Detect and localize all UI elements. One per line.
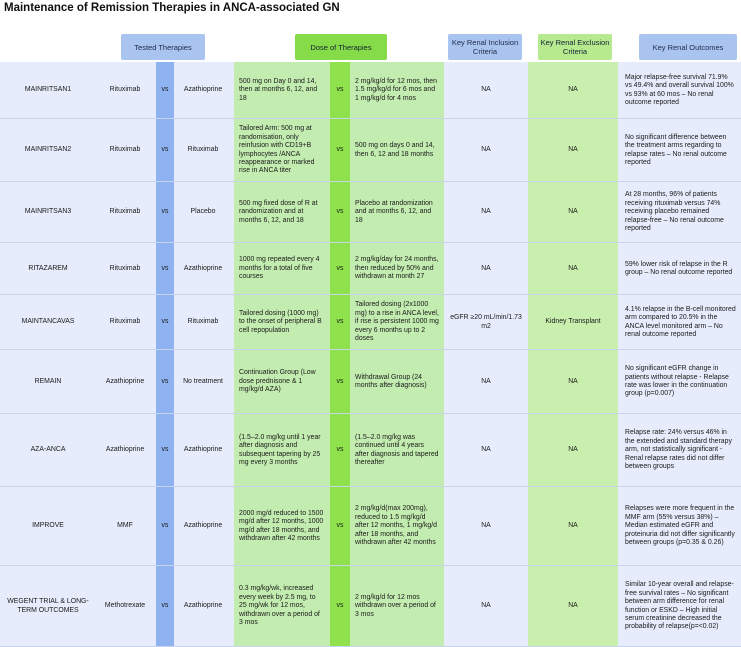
therapy-b: Azathioprine (183, 602, 223, 610)
dose-a: 500 mg on Day 0 and 14, then at months 6, 12, and 18 (234, 62, 330, 119)
therapy-a: MMF (117, 522, 133, 530)
trial-name: WEGENT TRIAL & LONG-TERM OUTCOMES (7, 598, 89, 614)
trial-name: MAINRITSAN1 (24, 86, 72, 94)
vs-label: vs (330, 295, 350, 350)
header-dose-of-therapies: Dose of Therapies (295, 34, 387, 60)
vs-label: vs (156, 62, 174, 119)
therapy-b: Rituximab (187, 318, 219, 326)
exclusion-criteria: NA (528, 350, 618, 414)
inclusion-criteria: NA (481, 264, 491, 272)
therapy-b: Azathioprine (183, 264, 223, 272)
therapy-a: Rituximab (109, 86, 141, 94)
trial-name: MAINTANCAVAS (21, 318, 75, 326)
page-title: Maintenance of Remission Therapies in ANCA-associated GN (4, 2, 340, 14)
trial-name: RITAZAREM (28, 264, 68, 272)
exclusion-criteria: NA (528, 119, 618, 182)
therapy-a: Methotrexate (104, 602, 146, 610)
vs-label: vs (156, 295, 174, 350)
dose-b: Tailored dosing (2x1000 mg) to a rise in ANCA level, if rise is persistent 1000 mg every 6 months up to 2 doses (350, 295, 444, 350)
therapy-a: Azathioprine (105, 377, 145, 385)
inclusion-criteria: NA (481, 208, 491, 216)
header-tested-therapies: Tested Therapies (121, 34, 205, 60)
trial-name: MAINRITSAN3 (24, 208, 72, 216)
dose-b: Withdrawal Group (24 months after diagnosis) (350, 350, 444, 414)
therapy-b: Azathioprine (183, 522, 223, 530)
dose-b: Placebo at randomization and at months 6, 12, and 18 (350, 182, 444, 243)
inclusion-criteria: NA (481, 522, 491, 530)
vs-label: vs (330, 182, 350, 243)
vs-label: vs (330, 62, 350, 119)
inclusion-criteria: NA (481, 446, 491, 454)
exclusion-criteria: NA (528, 182, 618, 243)
header-inclusion-criteria: Key Renal Inclusion Criteria (448, 34, 522, 60)
exclusion-criteria: NA (528, 243, 618, 295)
exclusion-criteria: NA (528, 414, 618, 487)
dose-a: Tailored dosing (1000 mg) to the onset of peripheral B cell repopulation (234, 295, 330, 350)
vs-label: vs (156, 119, 174, 182)
vs-label: vs (156, 182, 174, 243)
trial-name: AZA-ANCA (30, 446, 66, 454)
renal-outcome: Relapse rate: 24% versus 46% in the extended and standard therapy arm, not statistically significant - Renal relapse rates did not differ between groups (625, 429, 732, 471)
renal-outcome: Major relapse-free survival 71.9% vs 49.4% and overall survival 100% vs 93% at 60 mos – No renal outcome reported (625, 73, 734, 106)
exclusion-criteria: NA (528, 566, 618, 647)
renal-outcome: Relapses were more frequent in the MMF arm (55% versus 38%) – Median estimated eGFR and proteinuria did not differ significantly between groups (p=0.35 & 0.26) (625, 505, 735, 547)
header-exclusion-criteria: Key Renal Exclusion Criteria (538, 34, 612, 60)
vs-label: vs (156, 566, 174, 647)
therapy-b: Azathioprine (183, 446, 223, 454)
vs-label: vs (330, 566, 350, 647)
dose-b: 2 mg/kg/day for 24 months, then reduced by 50% and withdrawn at month 27 (350, 243, 444, 295)
dose-a: Tailored Arm: 500 mg at randomisation, only reinfusion with CD19+B lymphocytes /ANCA reappearance or marked rise in ANCA titer (234, 119, 330, 182)
vs-label: vs (330, 119, 350, 182)
dose-a: 1000 mg repeated every 4 months for a total of five courses (234, 243, 330, 295)
renal-outcome: No significant difference between the treatment arms regarding to relapse rates – No renal outcome reported (625, 133, 727, 166)
inclusion-criteria: NA (481, 146, 491, 154)
renal-outcome: Similar 10-year overall and relapse-free survival rates – No significant between arm difference for renal function or ESKD – High initial serum creatinine decreased the probability of relapse(p=<0.02) (625, 581, 734, 631)
therapy-a: Rituximab (109, 264, 141, 272)
dose-a: Continuation Group (Low dose prednisone & 1 mg/kg/d AZA) (234, 350, 330, 414)
therapy-a: Rituximab (109, 208, 141, 216)
therapy-a: Rituximab (109, 318, 141, 326)
renal-outcome: No significant eGFR change in patients without relapse - Relapse rate was lower in the continuation group (p=0.007) (625, 365, 729, 398)
trial-name: IMPROVE (32, 522, 64, 530)
dose-b: (1.5–2.0 mg/kg was continued until 4 years after diagnosis and tapered thereafter (350, 414, 444, 487)
vs-label: vs (156, 243, 174, 295)
therapy-b: Azathioprine (183, 86, 223, 94)
dose-b: 2 mg/kg/d(max 200mg), reduced to 1.5 mg/kg/d after 12 months, 1 mg/kg/d after 18 months, and withdrawn after 42 months (350, 487, 444, 566)
therapy-a: Rituximab (109, 146, 141, 154)
renal-outcome: 4.1% relapse in the B-cell monitored arm compared to 20.5% in the ANCA level monitored arm – No renal outcome reported (625, 305, 736, 338)
therapy-a: Azathioprine (105, 446, 145, 454)
vs-label: vs (330, 487, 350, 566)
therapy-b: Placebo (190, 208, 216, 216)
therapy-b: Rituximab (187, 146, 219, 154)
exclusion-criteria: NA (528, 62, 618, 119)
vs-label: vs (330, 414, 350, 487)
dose-a: (1.5–2.0 mg/kg until 1 year after diagnosis and subsequent tapering by 25 mg every 3 months (234, 414, 330, 487)
dose-a: 0.3 mg/kg/wk, increased every week by 2.5 mg, to 25 mg/wk for 12 mos, withdrawn over a period of 3 mos (234, 566, 330, 647)
inclusion-criteria: eGFR ≥20 mL/min/1.73 m2 (450, 314, 522, 330)
vs-label: vs (156, 487, 174, 566)
dose-b: 2 mg/kg/d for 12 mos withdrawn over a period of 3 mos (350, 566, 444, 647)
inclusion-criteria: NA (481, 602, 491, 610)
vs-label: vs (156, 414, 174, 487)
exclusion-criteria: Kidney Transplant (528, 295, 618, 350)
dose-b: 500 mg on days 0 and 14, then 6, 12 and 18 months (350, 119, 444, 182)
therapy-b: No treatment (183, 377, 223, 385)
renal-outcome: At 28 months, 96% of patients receiving rituximab versus 74% receiving placebo remained relapse-free – No renal outcome reported (625, 191, 724, 233)
renal-outcome: 59% lower risk of relapse in the R group – No renal outcome reported (625, 260, 733, 276)
trial-name: MAINRITSAN2 (24, 146, 72, 154)
dose-a: 2000 mg/d reduced to 1500 mg/d after 12 months, 1000 mg/d after 18 months, and withdrawn after 42 months (234, 487, 330, 566)
vs-label: vs (156, 350, 174, 414)
inclusion-criteria: NA (481, 377, 491, 385)
inclusion-criteria: NA (481, 86, 491, 94)
header-key-renal-outcomes: Key Renal Outcomes (639, 34, 737, 60)
vs-label: vs (330, 243, 350, 295)
exclusion-criteria: NA (528, 487, 618, 566)
trial-name: REMAIN (34, 377, 62, 385)
vs-label: vs (330, 350, 350, 414)
dose-a: 500 mg fixed dose of R at randomization and at months 6, 12, and 18 (234, 182, 330, 243)
dose-b: 2 mg/kg/d for 12 mos, then 1.5 mg/kg/d for 6 mos and 1 mg/kg/d for 4 mos (350, 62, 444, 119)
